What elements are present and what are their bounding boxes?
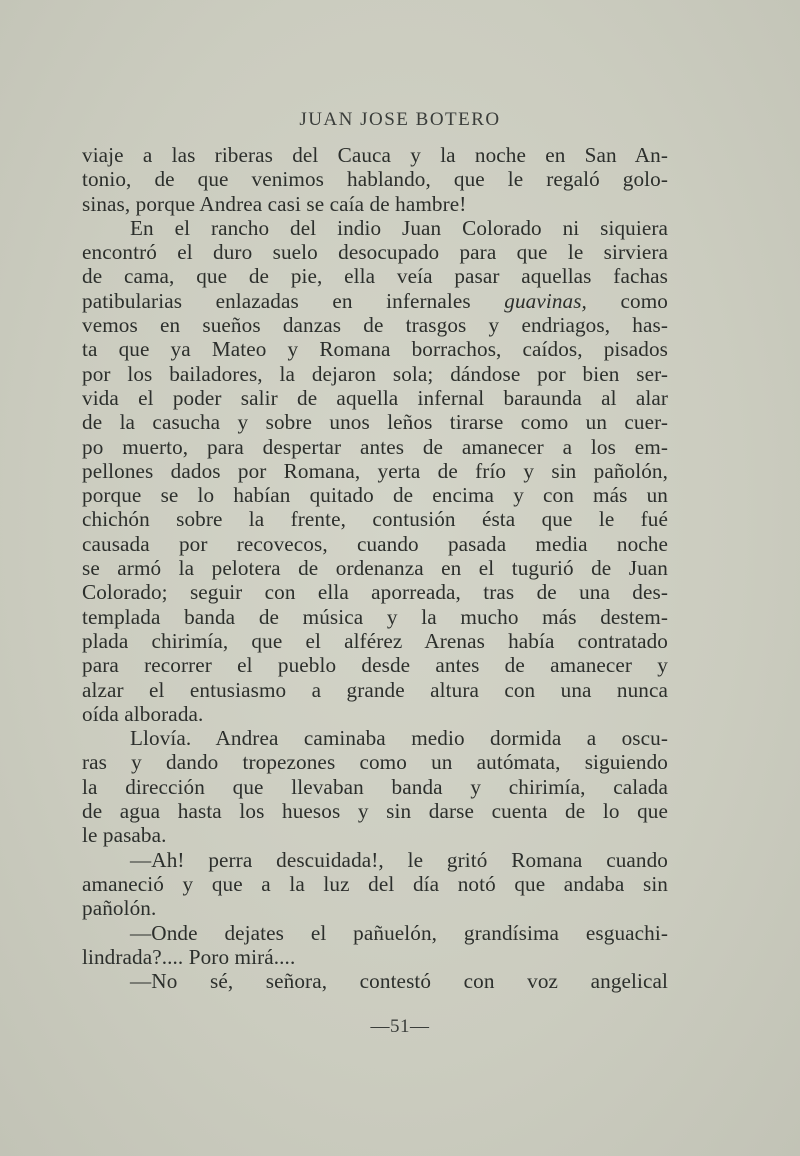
text-line: le pasaba. — [82, 823, 167, 848]
text-line: —Ah! perra descuidada!, le gritó Romana cuando — [130, 847, 668, 872]
text-line: se armó la pelotera de ordenanza en el tugurió de Juan — [82, 556, 668, 581]
text-line: chichón sobre la frente, contusión ésta que le fué — [82, 507, 668, 532]
text-line: alzar el entusiasmo a grande altura con una nunca — [82, 677, 668, 702]
text-line: de cama, que de pie, ella veía pasar aquellas fachas — [82, 264, 668, 289]
text-line: pañolón. — [82, 896, 157, 921]
text-segment: patibularias enlazadas en infernales — [82, 288, 505, 313]
text-line: pellones dados por Romana, yerta de frío y sin pañolón, — [82, 458, 668, 483]
page-number: —51— — [370, 1016, 430, 1037]
text-line: —No sé, señora, contestó con voz angelical — [130, 969, 668, 994]
text-line: viaje a las riberas del Cauca y la noche en San An- — [82, 143, 668, 167]
text-line: templada banda de música y la mucho más destem- — [82, 604, 668, 629]
text-line: En el rancho del indio Juan Colorado ni siquiera — [130, 215, 668, 240]
italic-word: guavinas, — [504, 288, 587, 313]
text-line: tonio, de que venimos hablando, que le regaló golo- — [82, 167, 668, 192]
text-line: Colorado; seguir con ella aporreada, tras de una des- — [82, 580, 668, 605]
text-line: sinas, porque Andrea casi se caía de hambre! — [82, 191, 467, 216]
text-line: amaneció y que a la luz del día notó que andaba sin — [82, 871, 668, 896]
text-line: causada por recovecos, cuando pasada media noche — [82, 531, 668, 556]
body-text — [82, 143, 668, 993]
text-line: plada chirimía, que el alférez Arenas había contratado — [82, 628, 668, 653]
text-line: vemos en sueños danzas de trasgos y endriagos, has- — [82, 313, 668, 338]
text-line: Llovía. Andrea caminaba medio dormida a oscu- — [130, 726, 668, 751]
text-line-italic — [82, 289, 668, 313]
text-line: oída alborada. — [82, 701, 204, 726]
text-line: la dirección que llevaban banda y chirimía, calada — [82, 774, 668, 799]
text-segment: como — [586, 288, 668, 313]
text-line: encontró el duro suelo desocupado para que le sirviera — [82, 240, 668, 265]
text-line: ta que ya Mateo y Romana borrachos, caídos, pisados — [82, 337, 668, 362]
text-line: para recorrer el pueblo desde antes de amanecer y — [82, 653, 668, 678]
text-line: por los bailadores, la dejaron sola; dándose por bien ser- — [82, 361, 668, 386]
text-line: de agua hasta los huesos y sin darse cuenta de lo que — [82, 799, 668, 824]
running-header: JUAN JOSE BOTERO — [299, 109, 501, 130]
text-line: vida el poder salir de aquella infernal baraunda al alar — [82, 385, 668, 410]
text-line: ras y dando tropezones como un autómata, siguiendo — [82, 750, 668, 775]
text-line: po muerto, para despertar antes de amanecer a los em- — [82, 434, 668, 459]
text-line: —Onde dejates el pañuelón, grandísima esguachi- — [130, 920, 668, 945]
text-line: lindrada?.... Poro mirá.... — [82, 944, 296, 969]
text-line: porque se lo habían quitado de encima y con más un — [82, 483, 668, 508]
text-line: de la casucha y sobre unos leños tirarse como un cuer- — [82, 410, 668, 435]
